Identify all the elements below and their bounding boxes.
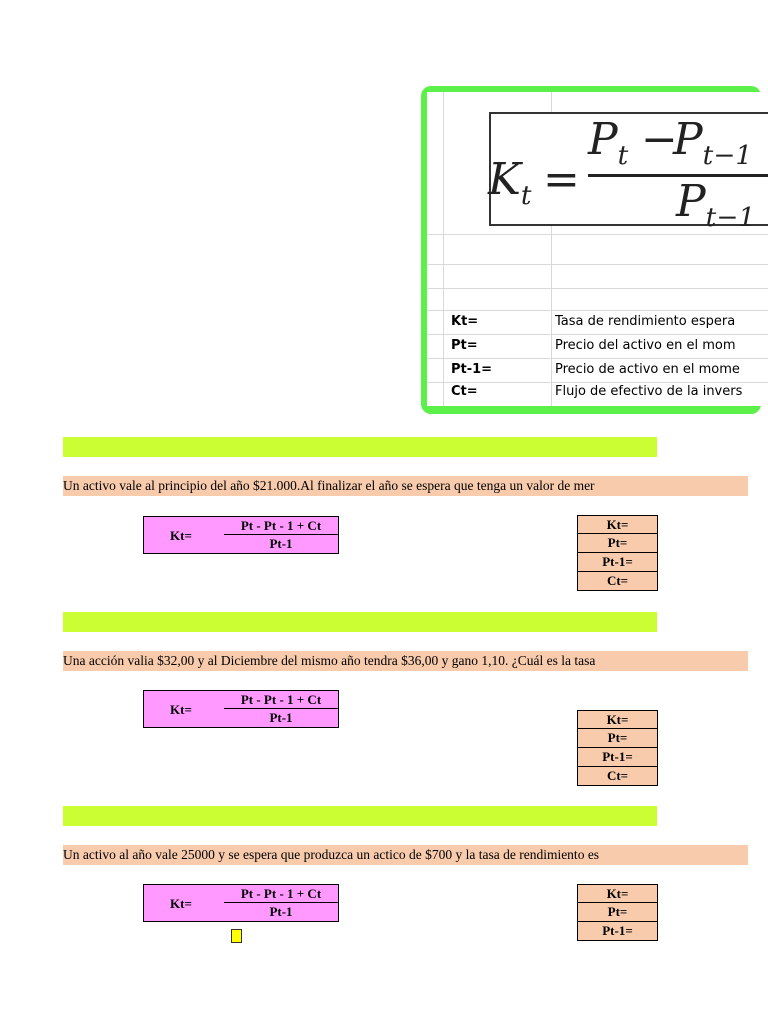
formula-equals: =	[543, 154, 580, 205]
formula-image	[421, 86, 768, 414]
var-cell-pt[interactable]: Pt=	[577, 903, 658, 922]
def-key-ct: Ct=	[451, 384, 478, 399]
problem-statement-3: Un activo al año vale 25000 y se espera que produzca un actico de $700 y la tasa de rendimiento es	[63, 845, 748, 865]
def-key-kt: Kt=	[451, 314, 479, 329]
def-key-pt: Pt=	[451, 338, 478, 353]
kt-formula-box-3	[143, 884, 339, 922]
kt-numerator: Pt - Pt - 1 + Ct	[224, 692, 338, 709]
kt-denominator: Pt-1	[269, 536, 293, 551]
var-cell-kt[interactable]: Kt=	[577, 710, 658, 729]
formula-num-b: $P_{t-1}$	[673, 114, 753, 171]
formula-lhs: $K_t$	[488, 154, 532, 211]
def-text-pt1: Precio de activo en el mome	[555, 362, 740, 377]
formula-num-a: $P_t$	[588, 114, 629, 171]
def-text-kt: Tasa de rendimiento espera	[555, 314, 736, 329]
selected-cell[interactable]	[231, 929, 242, 943]
kt-label: Kt=	[170, 528, 192, 543]
kt-numerator: Pt - Pt - 1 + Ct	[224, 886, 338, 903]
var-cell-pt1[interactable]: Pt-1=	[577, 748, 658, 767]
def-key-pt1: Pt-1=	[451, 362, 493, 377]
problem-statement-1: Un activo vale al principio del año $21.000.Al finalizar el año se espera que tenga un valor de mer	[63, 476, 748, 496]
variables-table-3	[577, 884, 658, 941]
var-cell-pt1[interactable]: Pt-1=	[577, 553, 658, 572]
image-content	[427, 92, 768, 406]
kt-denominator: Pt-1	[269, 904, 293, 919]
kt-label: Kt=	[170, 896, 192, 911]
var-cell-ct[interactable]: Ct=	[577, 767, 658, 786]
variables-table-2	[577, 710, 658, 786]
formula-den: $P_{t-1}$	[676, 176, 756, 233]
kt-denominator: Pt-1	[269, 710, 293, 725]
formula-minus: −	[641, 114, 678, 165]
var-cell-kt[interactable]: Kt=	[577, 884, 658, 903]
section-header-band-1	[63, 437, 657, 457]
def-text-pt: Precio del activo en el mom	[555, 338, 736, 353]
kt-formula-box-2	[143, 690, 339, 728]
kt-numerator: Pt - Pt - 1 + Ct	[224, 518, 338, 535]
section-header-band-2	[63, 612, 657, 632]
def-text-ct: Flujo de efectivo de la invers	[555, 384, 743, 399]
var-cell-pt[interactable]: Pt=	[577, 534, 658, 553]
kt-label: Kt=	[170, 702, 192, 717]
kt-formula-box-1	[143, 516, 339, 554]
var-cell-pt[interactable]: Pt=	[577, 729, 658, 748]
variables-table-1	[577, 515, 658, 591]
var-cell-ct[interactable]: Ct=	[577, 572, 658, 591]
var-cell-kt[interactable]: Kt=	[577, 515, 658, 534]
problem-statement-2: Una acción valia $32,00 y al Diciembre del mismo año tendra $36,00 y gano 1,10. ¿Cuál es la tasa	[63, 651, 748, 671]
var-cell-pt1[interactable]: Pt-1=	[577, 922, 658, 941]
section-header-band-3	[63, 806, 657, 826]
formula-box	[488, 112, 768, 233]
